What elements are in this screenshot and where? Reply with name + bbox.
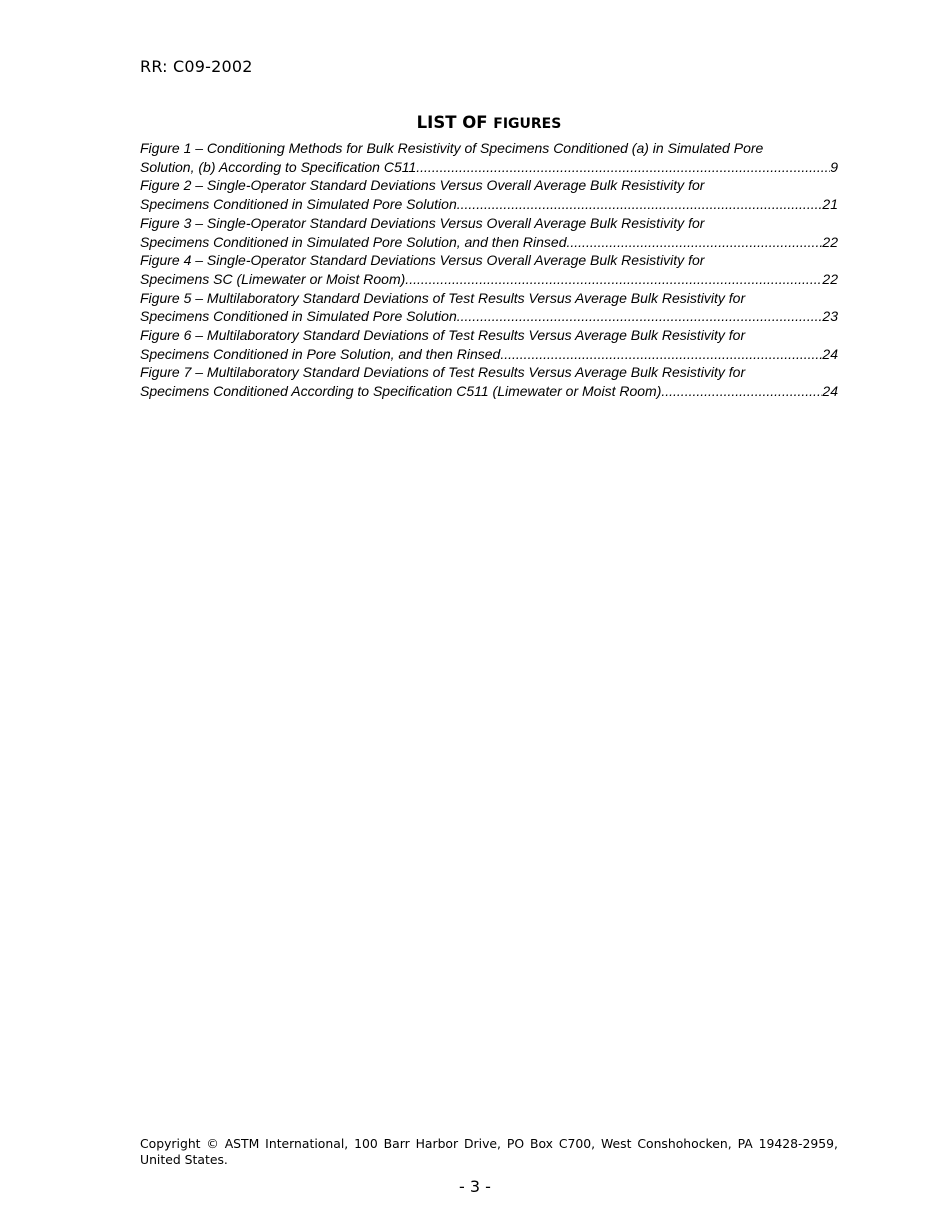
entry-title-line: Figure 5 – Multilaboratory Standard Deviations of Test Results Versus Average Bulk Resistivity for [140,289,746,306]
entry-title-line: Figure 2 – Single-Operator Standard Deviations Versus Overall Average Bulk Resistivity for [140,177,705,194]
entry-page-number: 24 [822,345,838,362]
document-code: RR: C09-2002 [140,57,253,76]
entry-title-continuation: Solution, (b) According to Specification C511. [140,158,421,175]
entry-title-continuation: Specimens Conditioned According to Specification C511 (Limewater or Moist Room). [140,383,666,400]
figure-entry-7[interactable] [140,363,838,400]
dot-leader [570,233,822,252]
dot-leader [504,345,822,364]
entry-title-continuation: Specimens SC (Limewater or Moist Room). [140,270,410,287]
dot-leader [461,307,823,326]
entry-title-line: Figure 6 – Multilaboratory Standard Deviations of Test Results Versus Average Bulk Resistivity for [140,327,746,344]
figure-entry-5[interactable] [140,289,838,326]
dot-leader [420,158,830,177]
entry-title-line: Figure 7 – Multilaboratory Standard Deviations of Test Results Versus Average Bulk Resistivity for [140,364,746,381]
entry-title-line: Figure 4 – Single-Operator Standard Deviations Versus Overall Average Bulk Resistivity for [140,252,705,269]
figure-entry-6[interactable] [140,326,838,363]
entry-title-line: Figure 1 – Conditioning Methods for Bulk Resistivity of Specimens Conditioned (a) in Simulated Pore [140,140,764,156]
entry-page-number: 9 [830,158,838,175]
entry-title-continuation: Specimens Conditioned in Pore Solution, and then Rinsed. [140,345,505,362]
figure-entry-4[interactable] [140,251,838,288]
title-rest: FIGURES [493,116,562,132]
entry-title-continuation: Specimens Conditioned in Simulated Pore Solution, and then Rinsed. [140,233,571,250]
entry-page-number: 21 [822,196,838,213]
figure-entry-3[interactable] [140,214,838,251]
title-main: LIST OF [416,113,494,132]
entry-title-line: Figure 3 – Single-Operator Standard Deviations Versus Overall Average Bulk Resistivity for [140,214,705,231]
entry-page-number: 24 [822,383,838,400]
list-of-figures [140,139,838,401]
figure-entry-1[interactable] [140,139,838,176]
entry-title-continuation: Specimens Conditioned in Simulated Pore Solution. [140,196,461,213]
entry-page-number: 23 [822,308,838,325]
entry-title-continuation: Specimens Conditioned in Simulated Pore Solution. [140,308,461,325]
figure-entry-2[interactable] [140,176,838,213]
entry-page-number: 22 [822,233,838,250]
list-of-figures-title [140,113,838,132]
entry-page-number: 22 [822,270,838,287]
copyright-notice: Copyright © ASTM International, 100 Barr Harbor Drive, PO Box C700, West Conshohocken, PA 19428-2959, United States. [140,1136,838,1167]
dot-leader [461,195,823,214]
dot-leader [665,382,822,401]
dot-leader [409,270,822,289]
page-number: - 3 - [459,1177,491,1196]
